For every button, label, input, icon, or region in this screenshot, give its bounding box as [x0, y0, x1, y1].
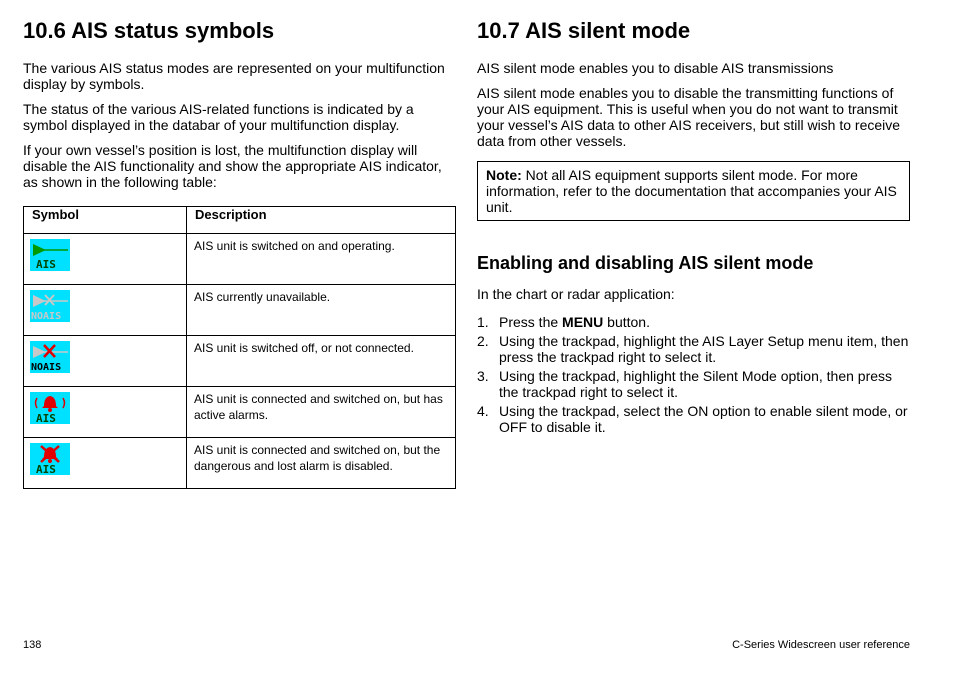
- step-text-pre: Press the: [499, 314, 563, 330]
- description-cell: AIS unit is connected and switched on, but has active alarms.: [187, 387, 456, 438]
- description-cell: AIS unit is switched off, or not connected.: [187, 336, 456, 387]
- symbol-cell: [24, 336, 187, 387]
- description-cell: AIS unit is connected and switched on, but the dangerous and lost alarm is disabled.: [187, 438, 456, 489]
- list-item: [477, 333, 910, 365]
- table-row: [24, 336, 456, 387]
- paragraph: The status of the various AIS-related functions is indicated by a symbol displayed in the databar of your multifunction display.: [23, 101, 414, 133]
- symbol-cell: [24, 285, 187, 336]
- intro-text: In the chart or radar application:: [477, 286, 675, 302]
- table-row: [24, 438, 456, 489]
- description-cell: AIS currently unavailable.: [187, 285, 456, 336]
- ais-on-icon: [30, 239, 70, 271]
- ais-off-icon: [30, 341, 70, 373]
- header-symbol: Symbol: [24, 207, 187, 234]
- step-number: 3.: [477, 368, 489, 384]
- table-row: [24, 285, 456, 336]
- ais-alarm-disabled-icon: [30, 443, 70, 475]
- step-text-post: button.: [603, 314, 650, 330]
- table-row: [24, 387, 456, 438]
- ais-alarm-icon: [30, 392, 70, 424]
- document-title: C-Series Widescreen user reference: [732, 639, 910, 651]
- step-number: 1.: [477, 314, 489, 330]
- section-heading-ais-silent-mode: 10.7 AIS silent mode: [477, 18, 691, 43]
- table-row: [24, 234, 456, 285]
- right-column: [477, 18, 910, 438]
- subheading-enabling-silent-mode: Enabling and disabling AIS silent mode: [477, 253, 814, 273]
- step-number: 4.: [477, 403, 489, 419]
- ais-symbols-table: [23, 206, 456, 489]
- description-cell: AIS unit is switched on and operating.: [187, 234, 456, 285]
- step-text-menu: MENU: [562, 314, 604, 330]
- paragraph: If your own vessel’s position is lost, the multifunction display will disable the AIS functionality and show the appropriate AIS indicator, as shown in the following table:: [23, 142, 442, 190]
- symbol-cell: [24, 387, 187, 438]
- ais-unavailable-icon: [30, 290, 70, 322]
- list-item: [477, 314, 910, 330]
- step-text: Using the trackpad, highlight the AIS Layer Setup menu item, then press the trackpad right to select it.: [499, 333, 909, 365]
- section-heading-ais-status: 10.6 AIS status symbols: [23, 18, 275, 43]
- list-item: [477, 368, 910, 400]
- note-text: Not all AIS equipment supports silent mode. For more information, refer to the documentation that accompanies your AIS unit.: [486, 167, 897, 215]
- header-description: Description: [187, 207, 456, 234]
- paragraph: AIS silent mode enables you to disable the transmitting functions of your AIS equipment. This is useful when you do not want to transmit your vessel’s AIS data to other AIS receivers, but still wish to receive data from other vessels.: [477, 85, 901, 149]
- paragraph: The various AIS status modes are represented on your multifunction display by symbols.: [23, 60, 445, 92]
- step-text: Using the trackpad, highlight the Silent Mode option, then press the trackpad right to select it.: [499, 368, 893, 400]
- left-column: [23, 18, 456, 489]
- svg-text:AIS: AIS: [36, 463, 56, 475]
- table-header-row: [24, 207, 456, 234]
- list-item: [477, 403, 910, 435]
- svg-text:NOAIS: NOAIS: [31, 311, 62, 322]
- symbol-cell: [24, 438, 187, 489]
- note-box: [477, 161, 910, 221]
- symbol-cell: [24, 234, 187, 285]
- svg-text:AIS: AIS: [36, 258, 56, 271]
- paragraph: AIS silent mode enables you to disable AIS transmissions: [477, 60, 834, 76]
- svg-text:AIS: AIS: [36, 412, 56, 424]
- step-text: Using the trackpad, select the ON option to enable silent mode, or OFF to disable it.: [499, 403, 908, 435]
- step-number: 2.: [477, 333, 489, 349]
- svg-text:NOAIS: NOAIS: [31, 362, 62, 373]
- page-number: 138: [23, 639, 42, 651]
- note-label: Note:: [486, 167, 522, 183]
- steps-list: [477, 314, 910, 435]
